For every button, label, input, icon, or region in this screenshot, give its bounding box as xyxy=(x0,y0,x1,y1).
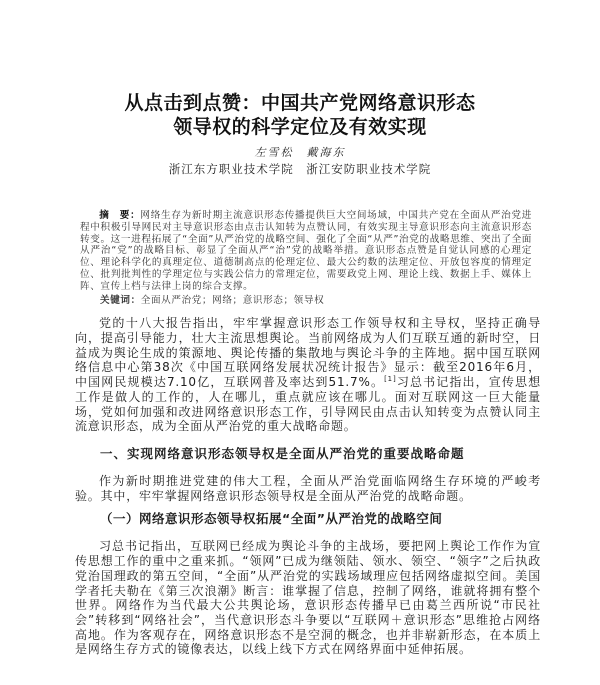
intro-paragraph xyxy=(75,316,541,434)
section-heading: 一、实现网络意识形态领导权是全面从严治党的重要战略命题 xyxy=(100,446,465,461)
citation-ref: [1] xyxy=(384,375,397,384)
section-paragraph: 作为新时期推进党建的伟大工程，全面从严治党面临网络生存环境的严峻考验。其中，牢牢掌握网络意识形态领导权是全面从严治党的战略命题。 xyxy=(75,474,541,503)
abstract-text: 网络生存为新时期主流意识形态传播提供巨大空间场域，中国共产党在全面从严治党进程中积极引导网民对主导意识形态由点击认知转为点赞认同，有效实现主导意识形态向主流意识形态转变。这一进程拓展了“全面”从严治党的战略空间、强化了全面“从严”治党的战略思维、突出了全面从严治“党”的战略目标、彰显了全面从严“治”党的战略举措。意识形态点赞是自觉认同感的心理定位、理论科学化的真理定位、道德制高点的伦理定位、最大公约数的法理定位、开放包容度的情理定位、批判批判性的学理定位与实践公信力的常理定位，需要政党上网、理论上线、数据上手、媒体上阵、宣传上档与法律上岗的综合支撑。 xyxy=(80,210,532,292)
authors: 左雪松 戴海东 xyxy=(254,146,346,159)
intro-text-tail: 习总书记指出，宣传思想工作是做人的工作的，人在哪儿，重点就应该在哪儿。面对互联网这一巨大能量场，党如何加强和改进网络意识形态工作，引导网民由点击认知转变为点赞认同主流意识形态，成为全面从严治党的重大战略命题。 xyxy=(75,375,541,434)
keywords xyxy=(100,295,600,307)
subsection-heading: （一）网络意识形态领导权拓展“全面”从严治党的战略空间 xyxy=(100,511,443,527)
affiliations: 浙江东方职业技术学院 浙江安防职业技术学院 xyxy=(168,162,432,176)
article-title-line-1: 从点击到点赞：中国共产党网络意识形态 xyxy=(124,92,476,114)
abstract xyxy=(80,210,532,293)
intro-text: 党的十八大报告指出，牢牢掌握意识形态工作领导权和主导权，坚持正确导向，提高引导能力，壮大主流思想舆论。当前网络成为人们互联互通的新时空，日益成为舆论生成的策源地、舆论传播的集散地与舆论斗争的主阵地。据中国互联网络信息中心第38次《中国互联网络发展状况统计报告》显示：截至2016年6月，中国网民规模达7.10亿，互联网普及率达到51.7%。 xyxy=(75,316,541,390)
abstract-label: 摘 要： xyxy=(99,210,141,221)
keywords-label: 关键词： xyxy=(100,294,141,306)
subsection-paragraph: 习总书记指出，互联网已经成为舆论斗争的主战场，要把网上舆论工作作为宣传思想工作的重中之重来抓。“领网”已成为继领陆、领水、领空、“领字”之后执政党治国理政的第五空间，“全面”从严治党的实践场域理应包括网络虚拟空间。美国学者托夫勒在《第三次浪潮》断言：谁掌握了信息，控制了网络，谁就将拥有整个世界。网络作为当代最大公共舆论场，意识形态传播早已由葛兰西所说“市民社会”转移到“网络社会”，当代意识形态斗争要以“互联网＋意识形态”思维抢占网络高地。作为客观存在，网络意识形态不是空洞的概念，也并非崭新形态，在本质上是网络生存方式的镜像表达，以线上线下方式在网络界面中延伸拓展。 xyxy=(75,539,541,657)
article-title-line-2: 领导权的科学定位及有效实现 xyxy=(173,116,427,138)
keywords-text: 全面从严治党；网络；意识形态；领导权 xyxy=(140,294,325,306)
